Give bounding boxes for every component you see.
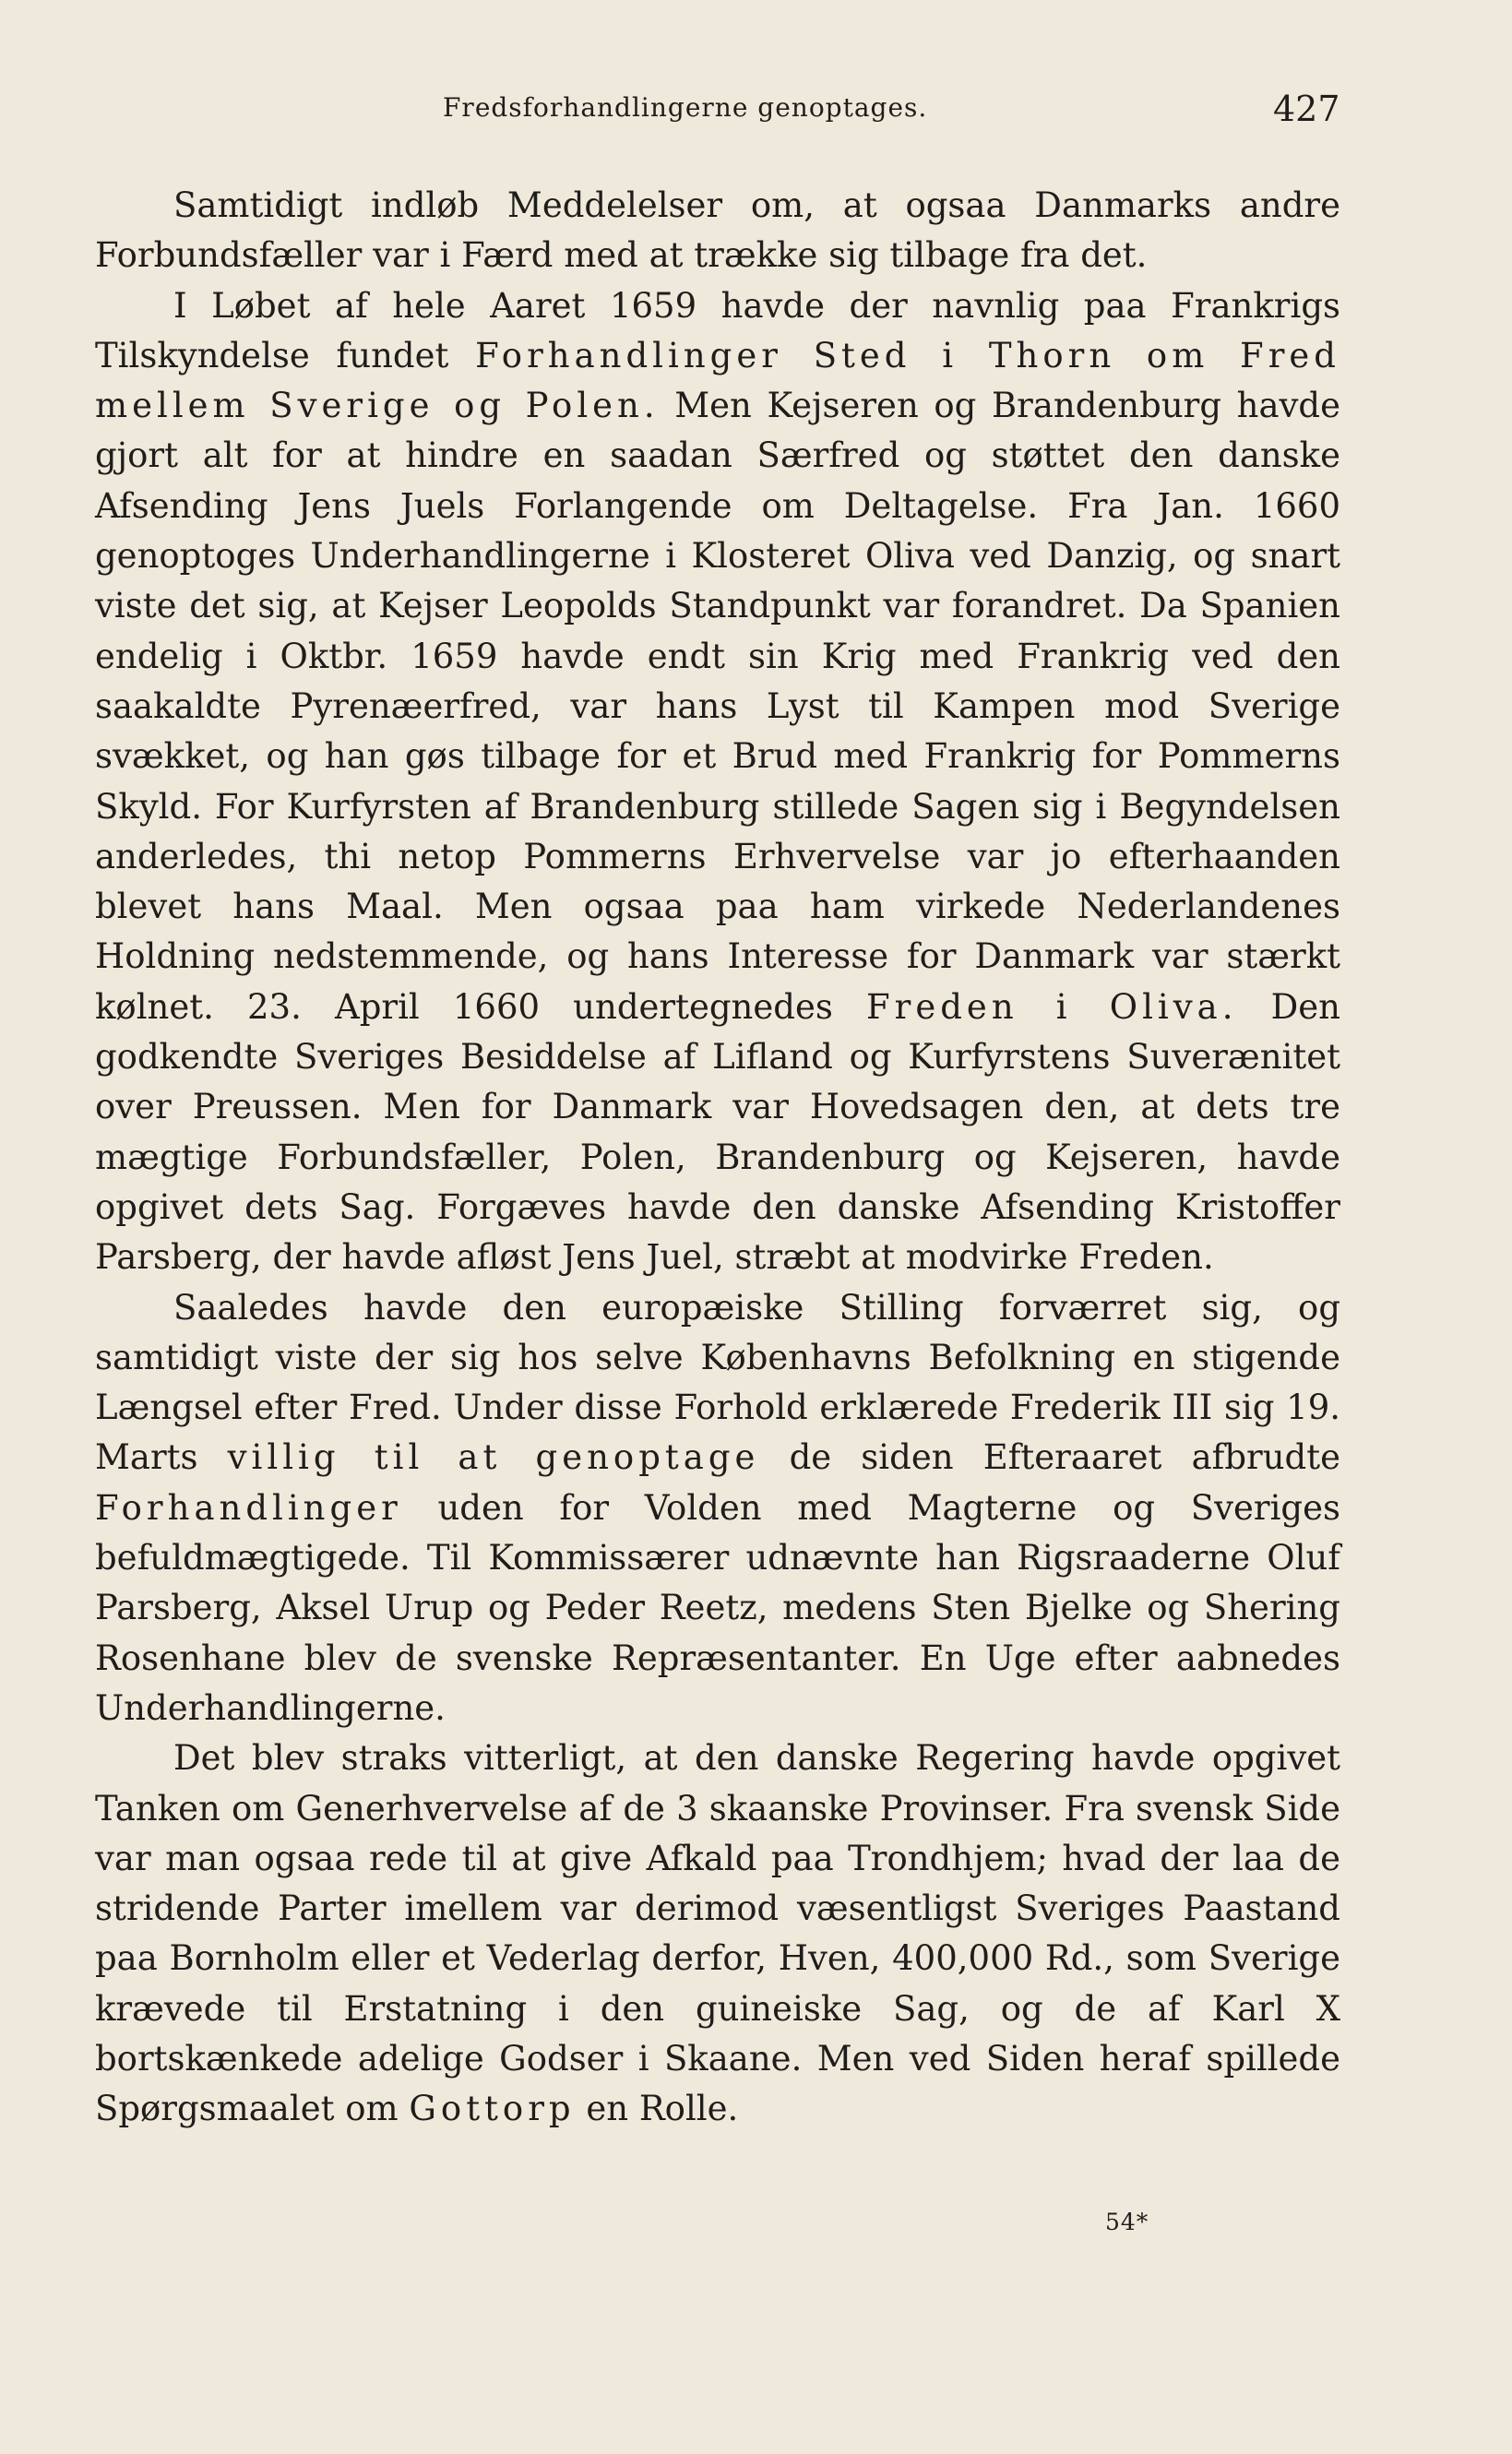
text-run: Det blev straks vitterligt, at den danske Regering havde opgivet Tanken om Generhvervelse af de 3 skaanske Provinser. Fra svensk Side var man ogsaa rede til at give Afkald paa Trondhjem; hvad der laa de stridende Parter imellem var derimod væsentligst Sveriges Paastand paa Bornholm eller et Vederlag derfor, Hven, 400,000 Rd., som Sverige krævede til Erstatning i den guineiske Sag, og de af Karl X bortskænkede adelige Godser i Skaane. Men ved Siden heraf spillede Spørgsmaalet om — [95, 1738, 1340, 2129]
paragraph-1 — [95, 181, 1340, 281]
spaced-emphasis: Forhandlinger — [95, 1487, 402, 1528]
text-run: en Rolle. — [575, 2089, 739, 2129]
page-header — [0, 89, 1512, 148]
running-title: Fredsforhandlingerne genoptages. — [443, 92, 928, 123]
spaced-emphasis: Gottorp — [409, 2089, 576, 2129]
text-run: Men Kejseren og Brandenburg havde gjort alt for at hindre en saadan Særfred og støttet den danske Afsending Jens Juels Forlangende om Deltagelse. Fra Jan. 1660 genoptoges Underhandlingerne i Klosteret Oliva ved Danzig, og snart viste det sig, at Kejser Leopolds Standpunkt var forandret. Da Spanien endelig i Oktbr. 1659 havde endt sin Krig med Frankrig ved den saakaldte Pyrenæerfred, var hans Lyst til Kampen mod Sverige svækket, og han gøs tilbage for et Brud med Frankrig for Pommerns Skyld. For Kurfyrsten af Brandenburg stillede Sagen sig i Begyndelsen anderledes, thi netop Pommerns Erhvervelse var jo efterhaanden blevet hans Maal. Men ogsaa paa ham virkede Nederlandenes Holdning nedstemmende, og hans Interesse for Danmark var stærkt kølnet. 23. April 1660 undertegnedes — [95, 386, 1340, 1027]
text-run: Den godkendte Sveriges Besiddelse af Lifland og Kurfyrstens Suverænitet over Preussen. Men for Danmark var Hovedsagen den, at dets tre mægtige Forbundsfæller, Polen, Brandenburg og Kejseren, havde opgivet dets Sag. Forgæves havde den danske Afsending Kristoffer Parsberg, der havde afløst Jens Juel, stræbt at modvirke Freden. — [95, 986, 1341, 1278]
text-run: uden for Volden med Magterne og Sveriges befuldmægtigede. Til Kommissærer udnævnte han Rigsraaderne Oluf Parsberg, Aksel Urup og Peder Reetz, medens Sten Bjelke og Shering Rosenhane blev de svenske Repræsentanter. En Uge efter aabnedes Underhandlingerne. — [95, 1487, 1340, 1728]
spaced-emphasis: Freden i Oliva. — [865, 986, 1238, 1027]
text-run: Samtidigt indløb Meddelelser om, at ogsaa Danmarks andre Forbundsfæller var i Færd med at trække sig tilbage fra det. — [95, 185, 1340, 276]
signature-mark: 54* — [1105, 2209, 1149, 2235]
page-number: 427 — [1273, 89, 1340, 129]
text-run: Saaledes havde den europæiske Stilling forværret sig, og samtidigt viste der sig hos selve Københavns Befolkning en stigende Længsel efter Fred. Under disse Forhold erklærede Frederik III sig 19. Marts — [95, 1287, 1340, 1478]
paragraph-2 — [95, 281, 1340, 1283]
text-run: I Løbet af hele Aaret 1659 havde der navnlig paa Frankrigs Tilskyndelse fundet — [95, 285, 1340, 375]
body-text — [95, 181, 1340, 2135]
spaced-emphasis: Forhandlinger Sted i Thorn om Fred mellem Sverige og Polen. — [95, 335, 1340, 426]
spaced-emphasis: villig til at genoptage — [227, 1437, 760, 1478]
paragraph-3 — [95, 1283, 1340, 1734]
paragraph-4 — [95, 1733, 1340, 2134]
text-run: de siden Efteraaret afbrudte — [759, 1437, 1340, 1478]
